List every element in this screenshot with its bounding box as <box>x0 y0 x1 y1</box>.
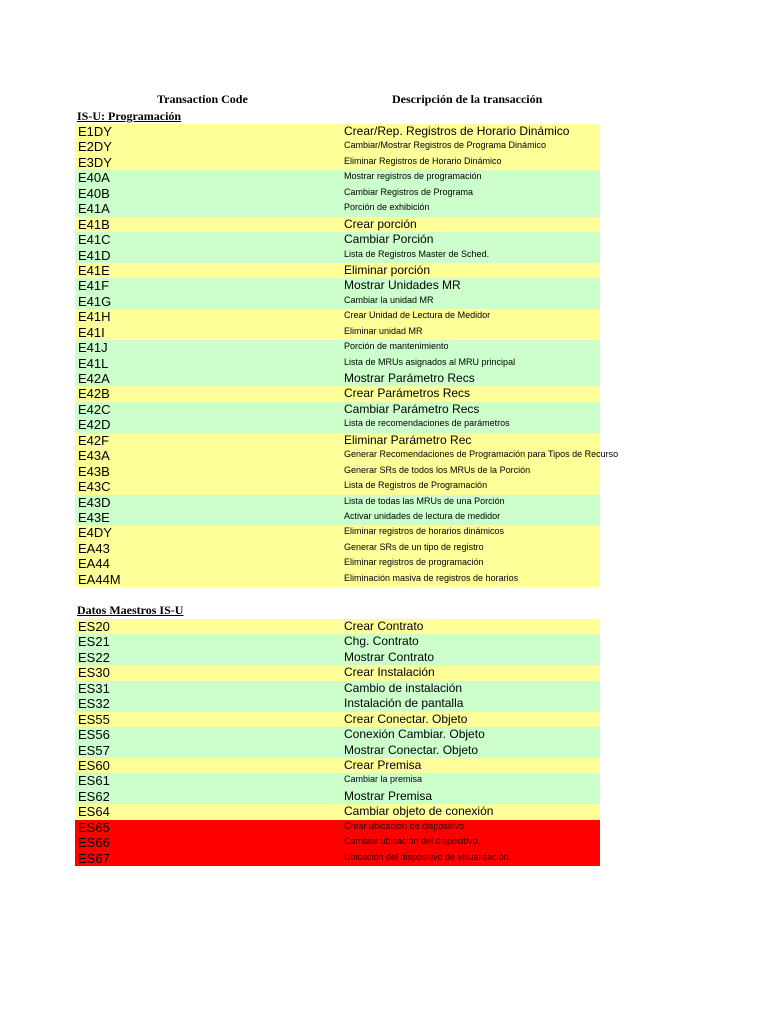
transaction-code-cell: E40A <box>78 170 110 186</box>
table-row <box>75 186 600 201</box>
transaction-code-cell: ES21 <box>78 634 110 650</box>
table-row <box>75 619 600 634</box>
description-cell: Cambiar/Mostrar Registros de Programa Dinámico <box>344 140 547 151</box>
section-title-programacion: IS-U: Programación <box>77 109 182 123</box>
description-cell: Cambio de instalación <box>344 680 463 695</box>
description-cell: Porción de mantenimiento <box>344 341 449 352</box>
datos-maestros-table <box>75 619 600 866</box>
transaction-code-cell: E41H <box>78 309 111 325</box>
description-cell: Crear Unidad de Lectura de Medidor <box>344 310 491 321</box>
transaction-code-cell: E41I <box>78 324 105 340</box>
transaction-code-cell: E41A <box>78 201 110 217</box>
table-row <box>75 572 600 587</box>
table-row <box>75 340 600 355</box>
table-row <box>75 495 600 510</box>
transaction-code-cell: E2DY <box>78 139 112 155</box>
transaction-code-cell: ES32 <box>78 696 110 712</box>
description-cell: Instalación de pantalla <box>344 696 464 711</box>
table-row <box>75 665 600 680</box>
transaction-code-cell: E1DY <box>78 124 112 139</box>
transaction-code-cell: ES61 <box>78 773 110 789</box>
table-row <box>75 525 600 540</box>
description-cell: Generar SRs de todos los MRUs de la Porción <box>344 464 531 475</box>
description-cell: Eliminar porción <box>344 262 431 277</box>
table-row <box>75 417 600 432</box>
table-row <box>75 248 600 263</box>
transaction-code-cell: EA44M <box>78 571 121 587</box>
description-cell: Crear Instalación <box>344 665 435 680</box>
transaction-code-cell: E41E <box>78 262 110 278</box>
table-row <box>75 835 600 850</box>
transaction-code-cell: ES55 <box>78 711 110 727</box>
transaction-code-cell: ES31 <box>78 680 110 696</box>
table-row <box>75 402 600 417</box>
table-row <box>75 325 600 340</box>
table-row <box>75 356 600 371</box>
description-cell: Cambiar ubicación del dispositivo. <box>344 836 481 847</box>
table-row <box>75 804 600 819</box>
table-row <box>75 556 600 571</box>
transaction-code-cell: E43C <box>78 479 111 495</box>
table-row <box>75 448 619 464</box>
description-cell: Eliminar Registros de Horario Dinámico <box>344 155 502 166</box>
description-cell: Mostrar Premisa <box>344 788 433 803</box>
table-row <box>75 851 600 866</box>
programacion-table <box>75 124 619 587</box>
description-cell: Conexión Cambiar. Objeto <box>344 727 485 742</box>
description-cell: Cambiar la premisa <box>344 774 423 785</box>
transaction-code-cell: E41B <box>78 216 110 232</box>
transaction-code-cell: E41L <box>78 355 109 371</box>
transaction-code-cell: ES22 <box>78 649 110 665</box>
table-row <box>75 541 600 556</box>
description-cell: Crear Premisa <box>344 757 422 772</box>
table-row <box>75 155 600 170</box>
description-cell: Crear Parámetros Recs <box>344 386 471 401</box>
table-row <box>75 464 600 479</box>
transaction-code-cell: E42D <box>78 417 111 433</box>
description-cell: Mostrar Conectar. Objeto <box>344 742 479 757</box>
transaction-code-cell: ES57 <box>78 742 110 758</box>
table-row <box>75 278 600 293</box>
table-row <box>75 712 600 727</box>
transaction-code-cell: ES65 <box>78 819 110 835</box>
transaction-code-cell: E42A <box>78 371 110 386</box>
transaction-code-cell: ES56 <box>78 727 110 743</box>
table-row <box>75 773 600 788</box>
column-headers <box>0 92 768 108</box>
table-row <box>75 309 600 324</box>
description-cell: Chg. Contrato <box>344 634 419 649</box>
transaction-code-cell: ES64 <box>78 804 110 820</box>
transaction-code-header: Transaction Code <box>157 92 248 106</box>
transaction-code-cell: ES62 <box>78 788 110 804</box>
description-cell: Mostrar Parámetro Recs <box>344 371 475 385</box>
description-cell: Ubicación del dispositivo de visualización. <box>344 851 512 862</box>
description-cell: Eliminar Parámetro Rec <box>344 432 472 447</box>
transaction-code-cell: EA43 <box>78 540 110 556</box>
table-row <box>75 139 600 154</box>
table-row <box>75 681 600 696</box>
transaction-code-cell: E42B <box>78 386 110 402</box>
description-cell: Crear Conectar. Objeto <box>344 711 468 726</box>
transaction-code-cell: E3DY <box>78 154 112 170</box>
transaction-code-cell: E43D <box>78 494 111 510</box>
table-row <box>75 201 600 216</box>
table-row <box>75 124 600 139</box>
section-title-datos-maestros: Datos Maestros IS-U <box>77 603 184 617</box>
description-cell: Mostrar Unidades MR <box>344 278 461 293</box>
transaction-code-cell: E41J <box>78 340 108 356</box>
table-row <box>75 820 600 835</box>
table-row <box>75 696 600 711</box>
description-cell: Activar unidades de lectura de medidor <box>344 510 501 521</box>
description-cell: Cambiar Registros de Programa <box>344 186 474 197</box>
description-cell: Lista de todas las MRUs de una Porción <box>344 495 505 506</box>
description-header: Descripción de la transacción <box>392 92 543 106</box>
description-cell: Eliminar unidad MR <box>344 325 423 336</box>
transaction-code-cell: E4DY <box>78 525 112 541</box>
transaction-code-cell: E42F <box>78 432 110 448</box>
table-row <box>75 479 600 494</box>
table-row <box>75 650 600 665</box>
transaction-code-cell: E43A <box>78 448 110 464</box>
table-row <box>75 263 600 278</box>
table-row <box>75 743 600 758</box>
description-cell: Generar Recomendaciones de Programación para Tipos de Recurso <box>344 449 619 460</box>
transaction-code-cell: E42C <box>78 401 111 417</box>
table-row <box>75 510 600 525</box>
transaction-code-cell: ES20 <box>78 619 110 634</box>
transaction-code-cell: E41F <box>78 278 110 294</box>
description-cell: Lista de recomendaciones de parámetros <box>344 418 510 429</box>
table-row <box>75 634 600 649</box>
description-cell: Porción de exhibición <box>344 202 430 213</box>
description-cell: Generar SRs de un tipo de registro <box>344 541 484 552</box>
description-cell: Cambiar Porción <box>344 232 434 247</box>
description-cell: Crear ubicación de dispositivo. <box>344 820 467 831</box>
transaction-code-cell: E43E <box>78 509 110 525</box>
transaction-code-cell: ES67 <box>78 850 110 866</box>
transaction-code-cell: EA44 <box>78 556 110 572</box>
description-cell: Crear Contrato <box>344 619 424 633</box>
transaction-code-cell: E41D <box>78 247 111 263</box>
transaction-code-cell: E41C <box>78 232 111 248</box>
transaction-code-cell: E43B <box>78 463 110 479</box>
description-cell: Lista de Registros de Programación <box>344 480 488 491</box>
transaction-code-cell: E40B <box>78 185 110 201</box>
description-cell: Mostrar Contrato <box>344 649 435 664</box>
table-row <box>75 217 600 232</box>
description-cell: Lista de Registros Master de Sched. <box>344 248 490 259</box>
description-cell: Cambiar objeto de conexión <box>344 804 494 819</box>
table-row <box>75 727 600 742</box>
table-row <box>75 371 600 386</box>
description-cell: Cambiar la unidad MR <box>344 294 434 305</box>
table-row <box>75 433 600 448</box>
description-cell: Eliminación masiva de registros de horarios <box>344 572 519 583</box>
table-row <box>75 758 600 773</box>
table-row <box>75 294 600 309</box>
transaction-code-cell: E41G <box>78 293 112 309</box>
transaction-code-cell: ES60 <box>78 757 110 773</box>
description-cell: Crear/Rep. Registros de Horario Dinámico <box>344 124 570 138</box>
table-row <box>75 170 600 185</box>
description-cell: Crear porción <box>344 216 417 231</box>
description-cell: Eliminar registros de programación <box>344 557 484 568</box>
transaction-code-cell: ES30 <box>78 665 110 681</box>
description-cell: Lista de MRUs asignados al MRU principal <box>344 356 516 367</box>
table-row <box>75 232 600 247</box>
description-cell: Mostrar registros de programación <box>344 171 482 182</box>
description-cell: Eliminar registros de horarios dinámicos <box>344 526 505 537</box>
table-row <box>75 789 600 804</box>
table-row <box>75 386 600 401</box>
description-cell: Cambiar Parámetro Recs <box>344 401 480 416</box>
transaction-code-cell: ES66 <box>78 835 110 851</box>
